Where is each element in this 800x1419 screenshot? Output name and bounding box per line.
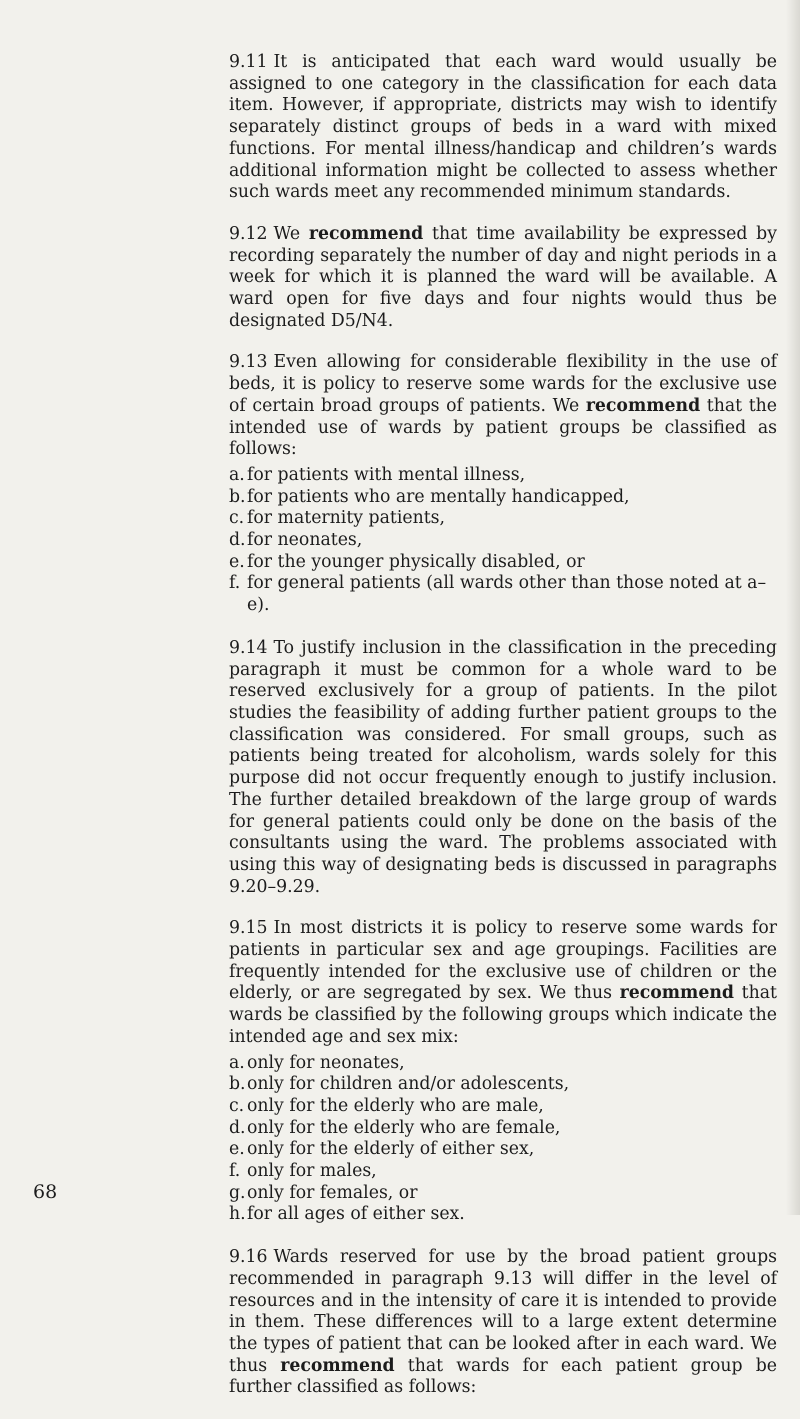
paragraph-text: It is anticipated that each ward would usually be assigned to one category in the classification for each data item. However, if appropriate, districts may wish to identify separately distinct groups of beds in a ward with mixed functions. For mental illness/handicap and children’s wards additional information might be collected to assess whether such wards meet any recommended minimum standards.: [229, 52, 777, 203]
list-letter: b.: [229, 486, 246, 507]
list-item: [229, 465, 777, 487]
list-letter: e.: [229, 551, 245, 572]
paragraph-number: 9.16: [229, 1247, 268, 1268]
recommend-emphasis: recommend: [619, 983, 734, 1004]
list-item: [229, 552, 777, 574]
list-item: [229, 1096, 777, 1118]
paragraph-text-end: that the intended use of wards by patient groups be classified as follows:: [229, 395, 778, 460]
page-number: 68: [33, 1181, 58, 1203]
paragraph-number: 9.11: [229, 52, 268, 72]
list-text: for neonates,: [247, 530, 363, 551]
list-item: [229, 1139, 777, 1161]
recommend-emphasis: recommend: [280, 1355, 395, 1376]
list-text: for maternity patients,: [247, 508, 446, 529]
list-text: only for the elderly who are female,: [247, 1117, 561, 1138]
paragraph-9-13: [229, 352, 777, 461]
list-letter: a.: [229, 1052, 245, 1073]
list-letter: g.: [229, 1182, 246, 1203]
list-letter: c.: [229, 1095, 245, 1116]
recommend-emphasis: recommend: [585, 395, 701, 416]
paragraph-text-start: We: [273, 223, 301, 244]
list-text: for patients who are mentally handicapped,: [247, 486, 630, 507]
list-text: for all ages of either sex.: [247, 1204, 465, 1225]
paragraph-9-16: [229, 1247, 777, 1399]
page-edge-shadow: [786, 0, 800, 1215]
list-letter: c.: [229, 508, 245, 529]
list-item: [229, 487, 777, 509]
list-text: only for males,: [247, 1161, 377, 1182]
list-item: [229, 1118, 777, 1140]
paragraph-number: 9.13: [229, 352, 268, 373]
paragraph-text-end: that wards for each patient group be further classified as follows:: [229, 1355, 777, 1398]
age-sex-group-list: [229, 1053, 777, 1227]
paragraph-9-12: [229, 224, 777, 333]
list-letter: h.: [229, 1204, 246, 1225]
list-text: for general patients (all wards other than those noted at a–e).: [247, 573, 767, 616]
list-text: for the younger physically disabled, or: [247, 551, 585, 572]
patient-group-list: [229, 465, 777, 617]
list-text: only for the elderly of either sex,: [247, 1139, 535, 1160]
list-text: only for the elderly who are male,: [247, 1095, 544, 1116]
paragraph-text-end: that wards be classified by the following groups which indicate the intended age and sex mix:: [229, 983, 777, 1047]
list-letter: f.: [229, 573, 241, 594]
paragraph-text-start: Even allowing for considerable flexibility in the use of beds, it is policy to reserve some wards for the exclusive use of certain broad groups of patients. We: [229, 352, 777, 416]
list-letter: f.: [229, 1161, 241, 1182]
paragraph-text-start: In most districts it is policy to reserve some wards for patients in particular sex and age groupings. Facilities are frequently intended for the exclusive use of children or the elderly, or are segregated by sex. We thus: [229, 918, 777, 1004]
list-item: [229, 1161, 777, 1183]
list-item: [229, 1053, 777, 1075]
paragraph-number: 9.15: [229, 918, 268, 939]
list-item: [229, 1183, 777, 1205]
list-item: [229, 1074, 777, 1096]
list-text: for patients with mental illness,: [247, 464, 526, 485]
list-text: only for children and/or adolescents,: [247, 1074, 570, 1095]
text-column: [229, 52, 777, 1419]
paragraph-9-11: [229, 52, 777, 204]
paragraph-number: 9.14: [229, 637, 268, 658]
paragraph-text-end: that time availability be expressed by recording separately the number of day and night periods in a week for which it is planned the ward will be available. A ward open for five days and four nights would thus be designated D5/N4.: [229, 223, 778, 331]
list-letter: e.: [229, 1139, 245, 1160]
paragraph-text: To justify inclusion in the classification in the preceding paragraph it must be common for a whole ward to be reserved exclusively for a group of patients. In the pilot studies the feasibility of adding further patient groups to the classification was considered. For small groups, such as patients being treated for alcoholism, wards solely for this purpose did not occur frequently enough to justify inclusion. The further detailed breakdown of the large group of wards for general patients could only be done on the basis of the consultants using the ward. The problems associated with using this way of designating beds is discussed in paragraphs 9.20–9.29.: [229, 637, 777, 897]
paragraph-number: 9.12: [229, 223, 268, 244]
list-item: [229, 1204, 777, 1226]
list-letter: d.: [229, 530, 246, 551]
list-letter: a.: [229, 464, 245, 485]
list-letter: b.: [229, 1074, 246, 1095]
list-item: [229, 573, 777, 616]
recommend-emphasis: recommend: [308, 223, 424, 244]
paragraph-text-start: Wards reserved for use by the broad patient groups recommended in paragraph 9.13 will differ in the level of resources and in the intensity of care it is intended to provide in them. These differences will to a large extent determine the types of patient that can be looked after in each ward. We thus: [229, 1247, 777, 1376]
list-item: [229, 508, 777, 530]
list-item: [229, 530, 777, 552]
paragraph-9-14: [229, 638, 777, 898]
paragraph-9-15: [229, 918, 777, 1048]
list-text: only for females, or: [247, 1182, 418, 1203]
list-text: only for neonates,: [247, 1052, 405, 1073]
list-letter: d.: [229, 1117, 246, 1138]
